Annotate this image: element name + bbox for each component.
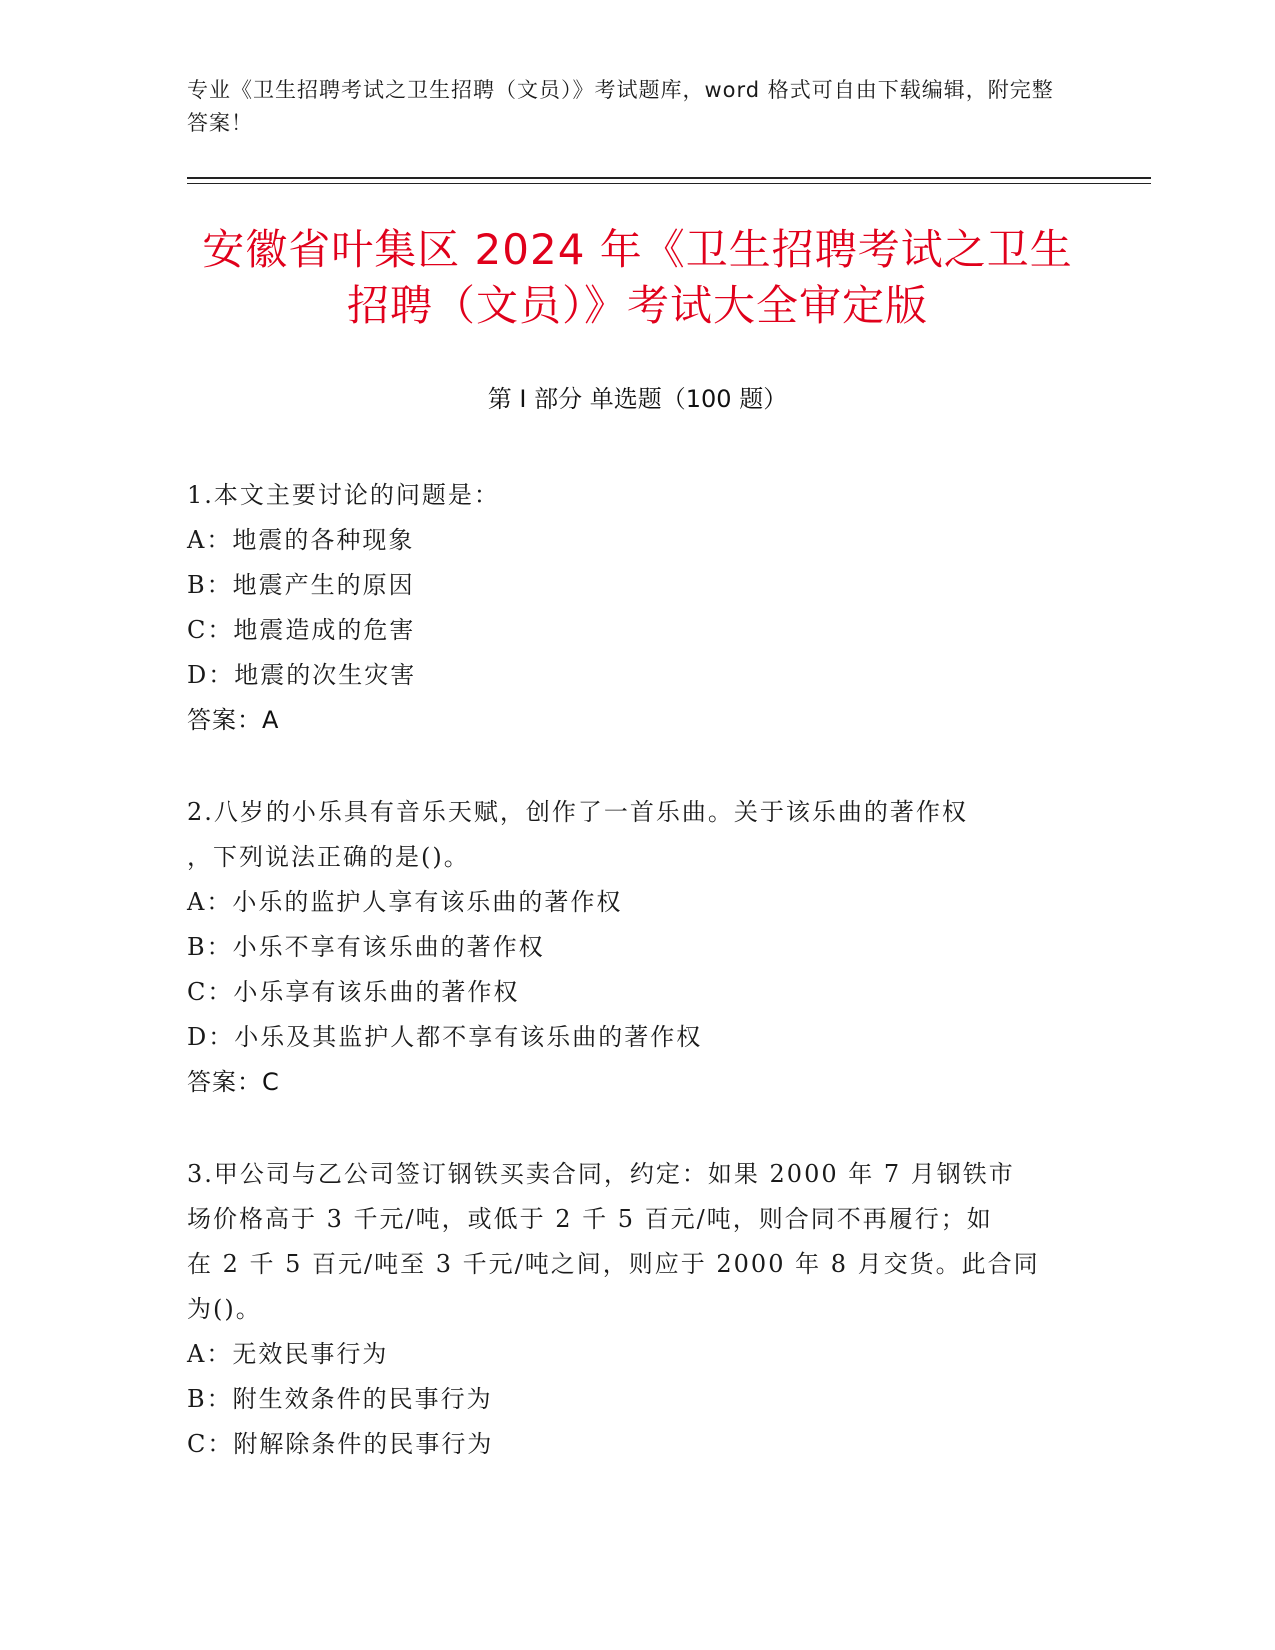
option-c: C：小乐享有该乐曲的著作权 <box>187 978 520 1006</box>
question-stem: 1.本文主要讨论的问题是： <box>187 481 500 509</box>
question-stem: 场价格高于 3 千元/吨，或低于 2 千 5 百元/吨，则合同不再履行；如 <box>187 1205 993 1233</box>
option-a: A：地震的各种现象 <box>187 526 415 554</box>
question-stem: 2.八岁的小乐具有音乐天赋，创作了一首乐曲。关于该乐曲的著作权 <box>187 798 968 826</box>
option-d: D：小乐及其监护人都不享有该乐曲的著作权 <box>187 1023 703 1051</box>
option-b: B：小乐不享有该乐曲的著作权 <box>187 933 545 961</box>
option-a: A：小乐的监护人享有该乐曲的著作权 <box>187 888 623 916</box>
option-b: B：地震产生的原因 <box>187 571 415 599</box>
header-divider-thick <box>187 177 1151 179</box>
option-b: B：附生效条件的民事行为 <box>187 1385 493 1413</box>
question-stem: 3.甲公司与乙公司签订钢铁买卖合同，约定：如果 2000 年 7 月钢铁市 <box>187 1160 1015 1188</box>
answer: 答案：C <box>187 1068 280 1096</box>
document-title-line-1: 安徽省叶集区 2024 年《卫生招聘考试之卫生 <box>202 225 1073 274</box>
header-note: 专业《卫生招聘考试之卫生招聘（文员）》考试题库，word 格式可自由下载编辑，附完整答案！ <box>187 78 1054 135</box>
document-title <box>150 222 1125 334</box>
question-spacer <box>187 743 1077 790</box>
section-heading: 第 I 部分 单选题（100 题） <box>487 385 788 413</box>
question-stem: ，下列说法正确的是()。 <box>187 843 470 871</box>
question-spacer <box>187 1105 1077 1152</box>
question-2 <box>187 790 1077 1105</box>
option-c: C：地震造成的危害 <box>187 616 416 644</box>
option-d: D：地震的次生灾害 <box>187 661 417 689</box>
question-stem: 在 2 千 5 百元/吨至 3 千元/吨之间，则应于 2000 年 8 月交货。此合同 <box>187 1250 1040 1278</box>
question-list <box>187 473 1077 1467</box>
question-stem: 为()。 <box>187 1295 262 1323</box>
document-title-line-2: 招聘（文员）》考试大全审定版 <box>346 281 928 330</box>
answer: 答案：A <box>187 706 280 734</box>
question-1 <box>187 473 1077 743</box>
question-3 <box>187 1152 1077 1467</box>
header-divider-thin <box>187 183 1151 184</box>
option-a: A：无效民事行为 <box>187 1340 389 1368</box>
option-c: C：附解除条件的民事行为 <box>187 1430 494 1458</box>
